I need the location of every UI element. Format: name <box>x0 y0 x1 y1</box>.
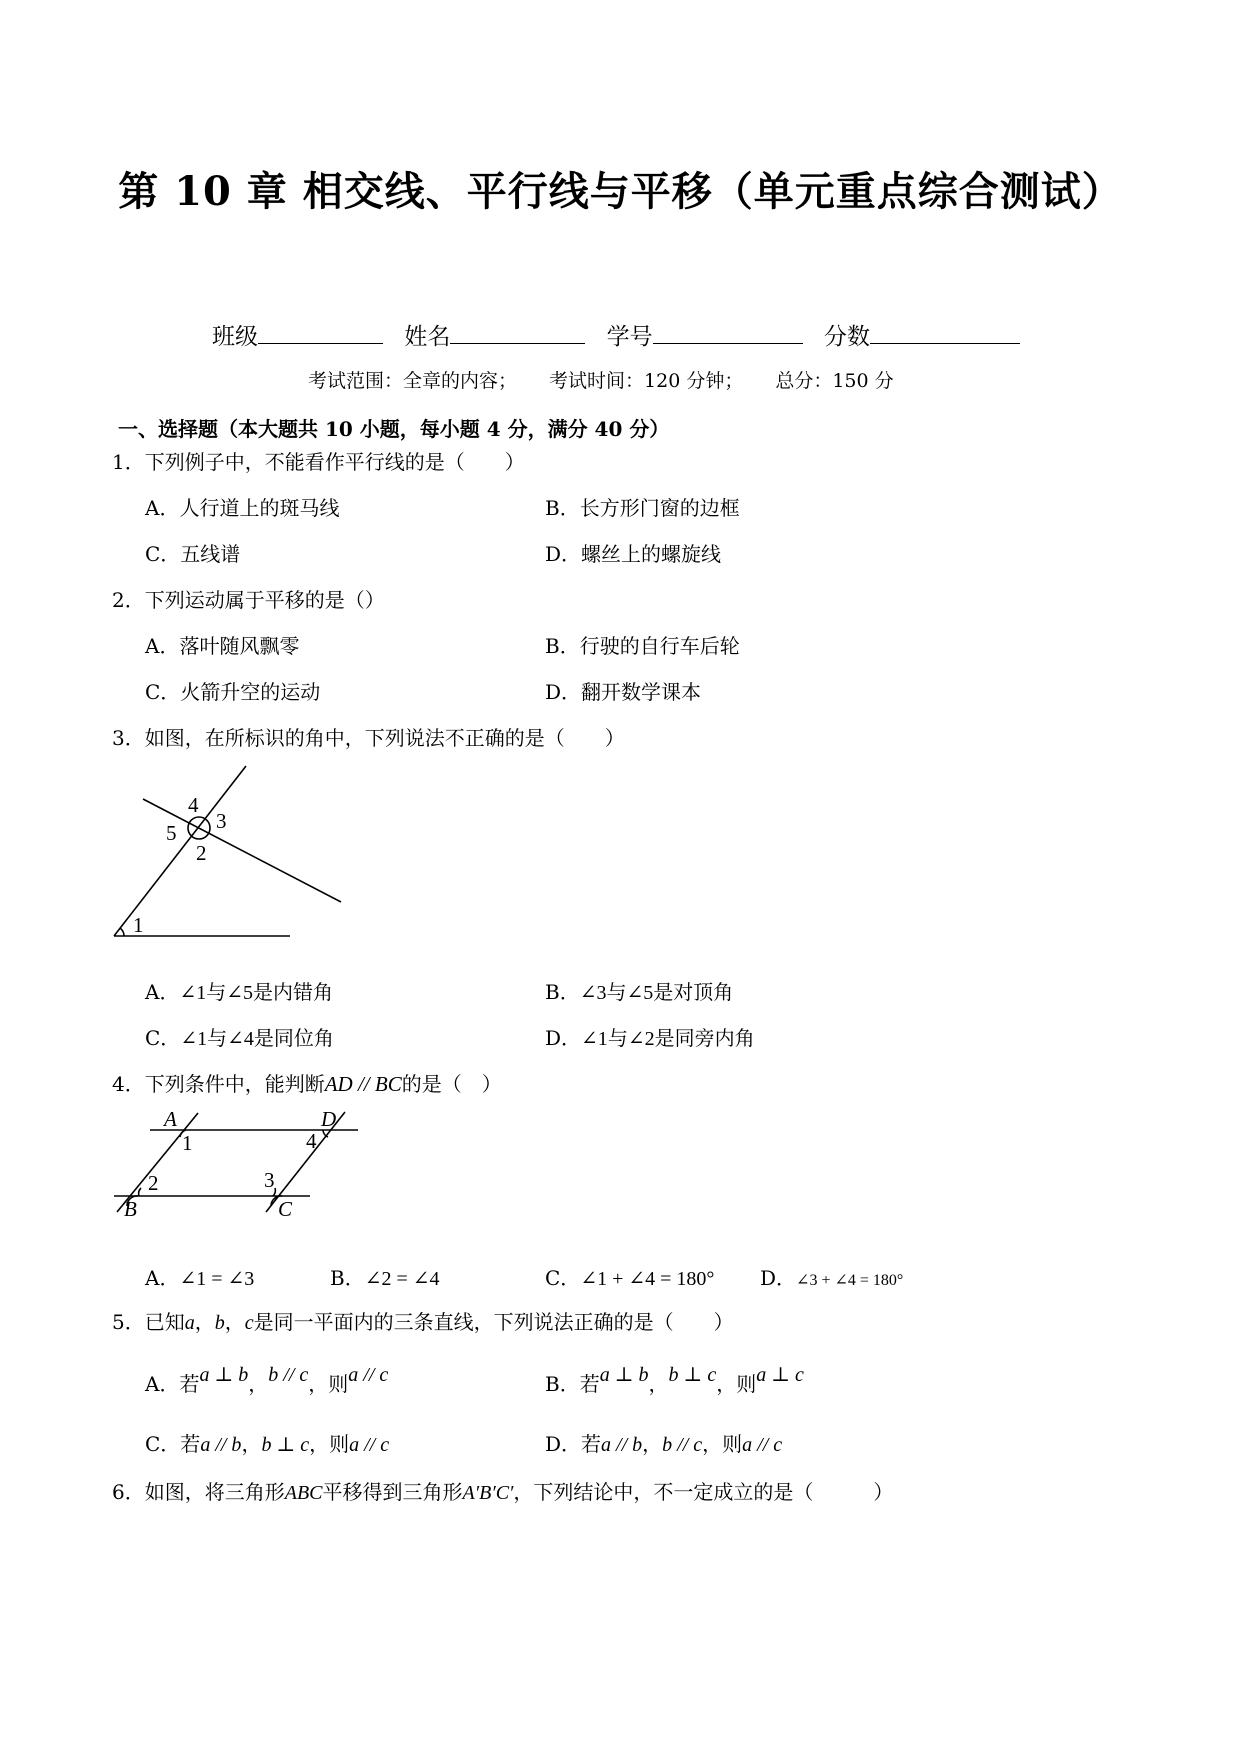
q3-option-b: B．∠3与∠5是对顶角 <box>545 980 734 1004</box>
q1-option-c: C．五线谱 <box>145 542 241 566</box>
id-label: 学号 <box>606 324 653 350</box>
q4-angle2-arc <box>139 1188 141 1196</box>
q4-label-c: C <box>278 1197 293 1221</box>
question-3-stem: 3．如图，在所标识的角中，下列说法不正确的是（ ） <box>112 726 625 750</box>
question-5-stem: 5．已知a，b，c是同一平面内的三条直线，下列说法正确的是（ ） <box>112 1310 734 1334</box>
q4-label-1: 1 <box>182 1131 193 1155</box>
question-4-stem: 4．下列条件中，能判断AD // BC的是（ ） <box>112 1072 502 1096</box>
q5-option-d: D．若a // b，b // c，则a // c <box>545 1432 783 1456</box>
class-label: 班级 <box>212 324 258 350</box>
q4-option-d: D．∠3 + ∠4 = 180° <box>760 1266 904 1290</box>
q4-option-a: A．∠1 = ∠3 <box>145 1266 255 1290</box>
q4-option-b: B．∠2 = ∠4 <box>330 1266 440 1290</box>
question-1-stem: 1．下列例子中，不能看作平行线的是（ ） <box>112 450 525 474</box>
q3-label-2: 2 <box>196 841 207 865</box>
q1-option-b: B．长方形门窗的边框 <box>545 496 740 520</box>
exam-range: 考试范围：全章的内容； <box>308 370 518 392</box>
q5-option-c: C．若a // b，b ⊥ c，则a // c <box>145 1432 390 1456</box>
q1-option-a: A．人行道上的斑马线 <box>145 496 340 520</box>
q2-option-a: A．落叶随风飘零 <box>145 634 300 658</box>
q3-option-d: D．∠1与∠2是同旁内角 <box>545 1026 755 1050</box>
q4-option-c: C．∠1 + ∠4 = 180° <box>545 1266 715 1290</box>
q3-label-5: 5 <box>166 821 177 845</box>
question-2-stem: 2．下列运动属于平移的是（） <box>112 588 385 612</box>
exam-total: 总分：150 分 <box>775 370 894 392</box>
q3-option-a: A．∠1与∠5是内错角 <box>145 980 333 1004</box>
q3-label-4: 4 <box>188 793 199 817</box>
q4-label-d: D <box>321 1107 337 1131</box>
section-heading: 一、选择题（本大题共 10 小题，每小题 4 分，满分 40 分） <box>118 417 670 441</box>
q3-label-1: 1 <box>133 913 144 937</box>
q2-option-d: D．翻开数学课本 <box>545 680 702 704</box>
q1-option-d: D．螺丝上的螺旋线 <box>545 542 722 566</box>
name-label: 姓名 <box>404 324 451 350</box>
score-label: 分数 <box>823 324 870 350</box>
q3-label-3: 3 <box>216 809 227 833</box>
q4-label-3: 3 <box>264 1168 275 1192</box>
q2-option-c: C．火箭升空的运动 <box>145 680 321 704</box>
q4-label-2: 2 <box>148 1171 159 1195</box>
q5-option-a: A．若a ⊥ b，b // c，则a // c <box>145 1364 389 1396</box>
q2-option-b: B．行驶的自行车后轮 <box>545 634 740 658</box>
page-title: 第 10 章 相交线、平行线与平移（单元重点综合测试） <box>118 168 1123 215</box>
q3-option-c: C．∠1与∠4是同位角 <box>145 1026 334 1050</box>
q4-label-a: A <box>164 1107 177 1131</box>
question-6-stem: 6．如图，将三角形ABC平移得到三角形A′B′C′，下列结论中，不一定成立的是（ ） <box>112 1480 894 1504</box>
exam-time: 考试时间：120 分钟； <box>549 370 744 392</box>
q4-label-4: 4 <box>306 1129 317 1153</box>
q4-label-b: B <box>124 1197 137 1221</box>
q5-option-b: B．若a ⊥ b，b ⊥ c，则a ⊥ c <box>545 1364 804 1396</box>
